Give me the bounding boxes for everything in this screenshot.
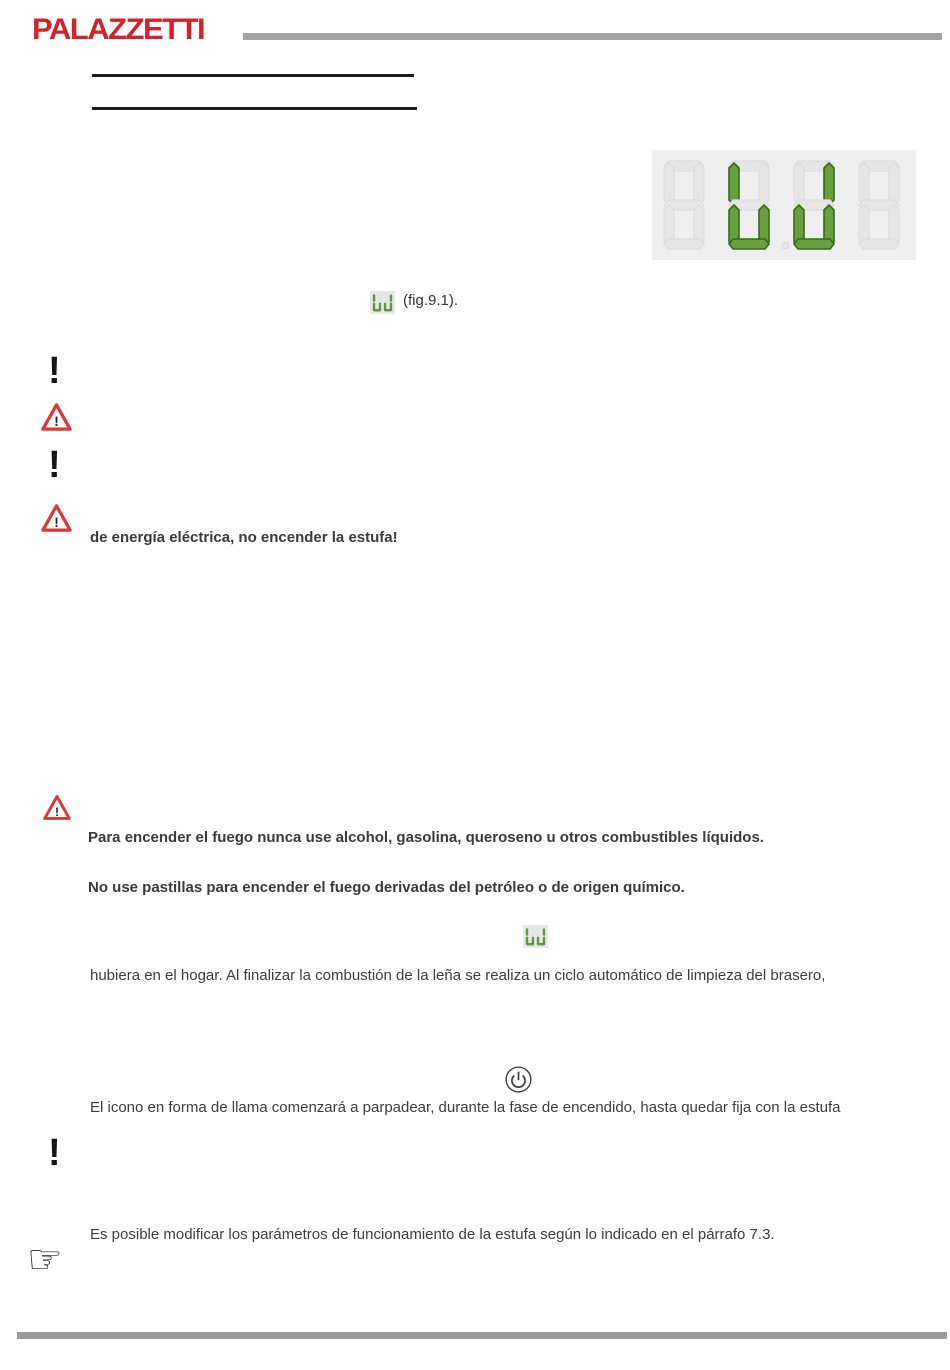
warning-triangle-icon <box>43 794 71 821</box>
svg-text:!: ! <box>54 804 60 819</box>
warning-triangle-icon <box>41 503 72 533</box>
seven-segment-digit <box>525 927 535 946</box>
seven-segment-digit <box>372 293 382 312</box>
warning-triangle-icon <box>41 402 72 432</box>
brand-logo: PALAZZETTI <box>32 12 205 46</box>
svg-text:!: ! <box>54 414 59 430</box>
warning-text-tablets: No use pastillas para encender el fuego derivadas del petróleo o de origen químico. <box>88 879 685 896</box>
heading-rule-1 <box>92 74 414 77</box>
exclamation-icon: ! <box>48 350 61 392</box>
hand-pointer-icon: ☞ <box>27 1237 63 1283</box>
body-text-cleaning: hubiera en el hogar. Al finalizar la combustión de la leña se realiza un ciclo automático de limpieza del brasero, <box>90 967 826 984</box>
seven-segment-digit <box>383 293 393 312</box>
seven-segment-digit <box>790 157 838 253</box>
display-code-icon <box>523 925 548 948</box>
warning-text-power: de energía eléctrica, no encender la estufa! <box>90 529 398 546</box>
seven-segment-digit <box>855 157 903 253</box>
body-text-parameters: Es posible modificar los parámetros de funcionamiento de la estufa según lo indicado en el párrafo 7.3. <box>90 1226 775 1243</box>
figure-caption: (fig.9.1). <box>403 292 459 309</box>
body-text-flame: El icono en forma de llama comenzará a parpadear, durante la fase de encendido, hasta quedar fija con la estufa <box>90 1099 841 1116</box>
svg-text:!: ! <box>54 515 59 531</box>
warning-text-liquids: Para encender el fuego nunca use alcohol, gasolina, queroseno u otros combustibles líquidos. <box>88 829 764 846</box>
exclamation-icon: ! <box>48 444 61 486</box>
seven-segment-digit <box>725 157 773 253</box>
display-code-icon <box>370 291 395 314</box>
footer-bar <box>17 1332 947 1339</box>
power-button-icon <box>505 1066 532 1093</box>
seven-segment-digit <box>536 927 546 946</box>
seven-segment-digit <box>660 157 708 253</box>
exclamation-icon: ! <box>48 1132 61 1174</box>
seven-segment-display <box>652 150 916 260</box>
header-rule <box>243 33 942 40</box>
heading-rule-2 <box>92 107 417 110</box>
decimal-point-icon <box>782 242 789 249</box>
